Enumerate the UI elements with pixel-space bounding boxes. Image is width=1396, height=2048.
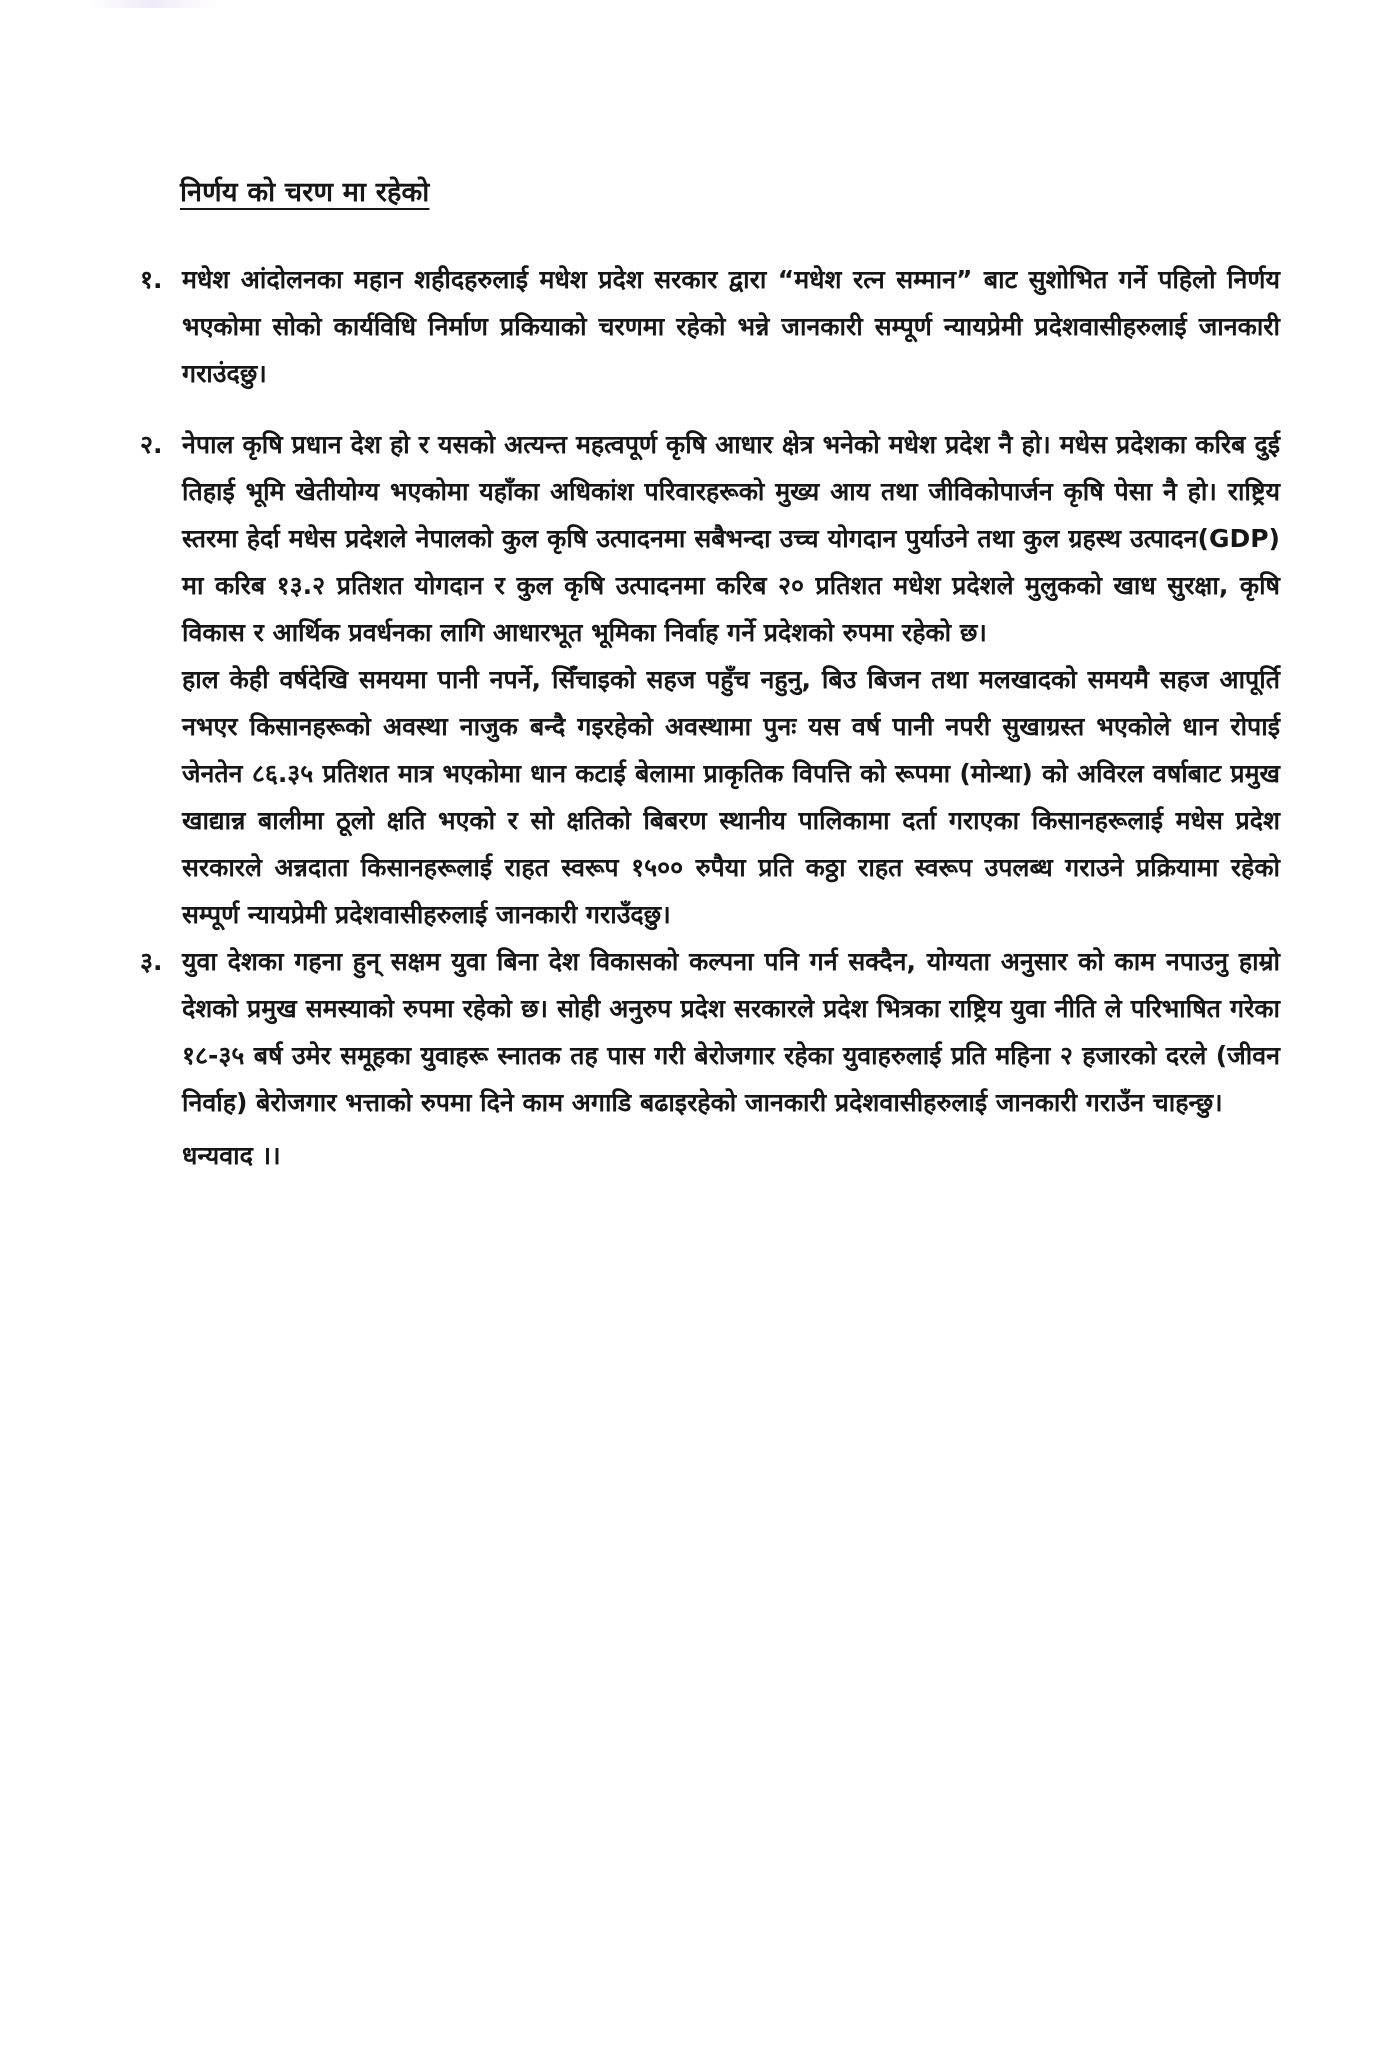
item-number: ३. — [140, 947, 163, 976]
item-number: २. — [140, 430, 163, 459]
scan-artifact — [88, 0, 218, 8]
spacer — [140, 397, 1280, 421]
item-paragraph-continued: हाल केही वर्षदेखि समयमा पानी नपर्ने, सिँचाइको सहज पहुँच नहुनु, बिउ बिजन तथा मलखादको समयमै सहज आपूर्ति नभएर किसानहरूको अवस्था नाजुक बन्दै गइरहेको अवस्थामा पुनः यस वर्ष पानी नपरी सुखाग्रस्त भएकोले धान रोपाई जेनतेन ८६.३५ प्रतिशत मात्र भएकोमा धान कटाई बेलामा प्राकृतिक विपत्ति को रूपमा (मोन्था) को अविरल वर्षाबाट प्रमुख खाद्यान्न बालीमा ठूलो क्षति भएको र सो क्षतिको बिबरण स्थानीय पालिकामा दर्ता गराएका किसानहरूलाई मधेस प्रदेश सरकारले अन्नदाता किसानहरूलाई राहत स्वरूप १५०० रुपैया प्रति कठ्ठा राहत स्वरूप उपलब्ध गराउने प्रक्रियामा रहेको सम्पूर्ण न्यायप्रेमी प्रदेशवासीहरुलाई जानकारी गराउँदछु। — [182, 665, 1280, 929]
list-item-1 — [140, 256, 1280, 397]
closing-thanks: धन्यवाद ।। — [182, 1141, 281, 1170]
list-item-3 — [140, 938, 1280, 1126]
item-number: १. — [140, 265, 163, 294]
item-paragraph: युवा देशका गहना हुन् सक्षम युवा बिना देश विकासको कल्पना पनि गर्न सक्दैन, योग्यता अनुसार को काम नपाउनु हाम्रो देशको प्रमुख समस्याको रुपमा रहेको छ। सोही अनुरुप प्रदेश सरकारले प्रदेश भित्रका राष्ट्रिय युवा नीति ले परिभाषित गरेका १८-३५ बर्ष उमेर समूहका युवाहरू स्नातक तह पास गरी बेरोजगार रहेका युवाहरुलाई प्रति महिना २ हजारको दरले (जीवन निर्वाह) बेरोजगार भत्ताको रुपमा दिने काम अगाडि बढाइरहेको जानकारी प्रदेशवासीहरुलाई जानकारी गराउँन चाहन्छु। — [182, 947, 1280, 1117]
document-body — [140, 256, 1280, 1179]
item-paragraph: मधेश आंदोलनका महान शहीदहरुलाई मधेश प्रदेश सरकार द्वारा “मधेश रत्न सम्मान” बाट सुशोभित गर्ने पहिलो निर्णय भएकोमा सोको कार्यविधि निर्माण प्रकियाको चरणमा रहेको भन्ने जानकारी सम्पूर्ण न्यायप्रेमी प्रदेशवासीहरुलाई जानकारी गराउंदछु। — [182, 265, 1280, 388]
list-item-2 — [140, 421, 1280, 656]
document-heading: निर्णय को चरण मा रहेको — [180, 177, 430, 208]
item-paragraph: नेपाल कृषि प्रधान देश हो र यसको अत्यन्त महत्वपूर्ण कृषि आधार क्षेत्र भनेको मधेश प्रदेश नै हो। मधेस प्रदेशका करिब दुई तिहाई भूमि खेतीयोग्य भएकोमा यहाँका अधिकांश परिवारहरूको मुख्य आय तथा जीविकोपार्जन कृषि पेसा नै हो। राष्ट्रिय स्तरमा हेर्दा मधेस प्रदेशले नेपालको कुल कृषि उत्पादनमा सबैभन्दा उच्च योगदान पुर्याउने तथा कुल ग्रहस्थ उत्पादन(GDP) मा करिब १३.२ प्रतिशत योगदान र कुल कृषि उत्पादनमा करिब २० प्रतिशत मधेश प्रदेशले मुलुकको खाध सुरक्षा, कृषि विकास र आर्थिक प्रवर्धनका लागि आधारभूत भूमिका निर्वाह गर्ने प्रदेशको रुपमा रहेको छ। — [182, 430, 1280, 647]
